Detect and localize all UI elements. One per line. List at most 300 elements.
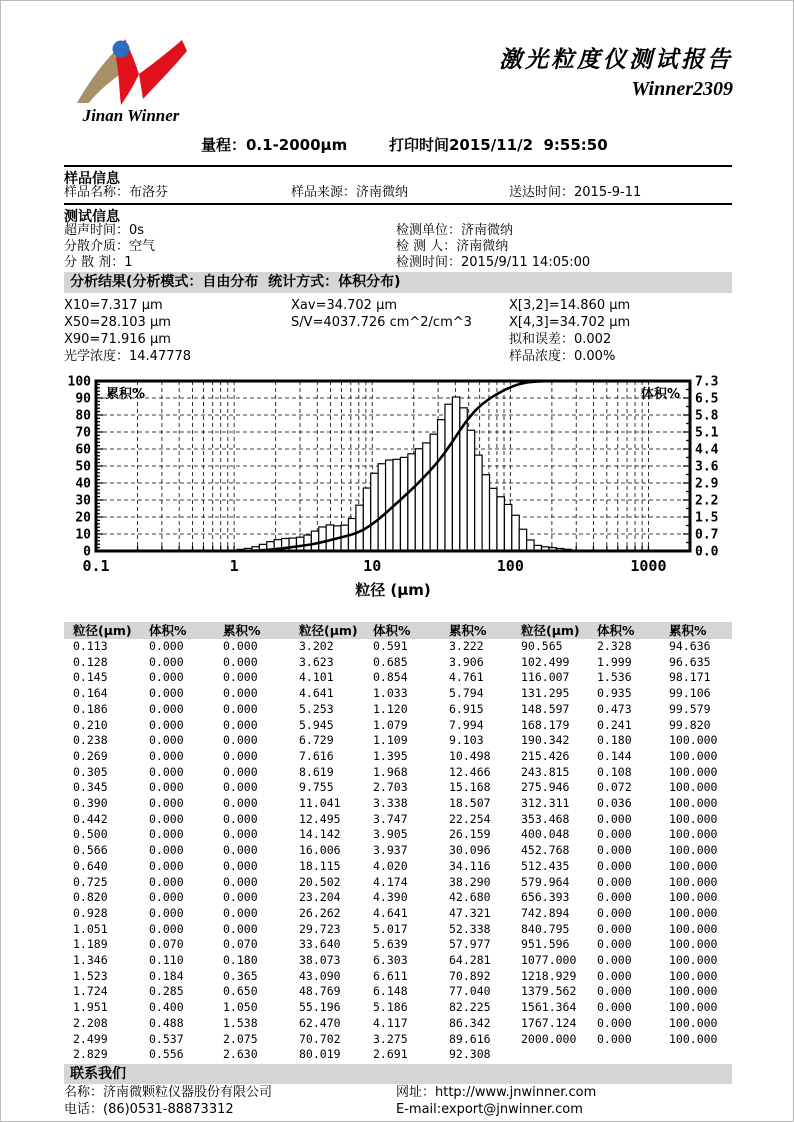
table-cell: 0.500 [73,827,108,842]
table-cell: 99.106 [669,686,711,701]
analysis-row [64,332,732,349]
table-row [64,906,732,922]
table-cell: 100.000 [669,1031,718,1046]
table-cell: 190.342 [521,733,570,748]
table-row [64,1047,732,1063]
table-cell: 0.000 [149,780,184,795]
left-axis-title: 累积% [106,387,146,402]
contact-banner: 联系我们 [64,1064,732,1084]
histogram-bar [371,473,378,551]
table-cell: 0.928 [73,905,108,920]
table-cell: 579.964 [521,874,570,889]
test-unit: 检测单位：济南微纳 [396,223,514,238]
table-cell: 3.623 [299,654,334,669]
column-header: 粒径(μm) [299,623,358,638]
table-cell: 100.000 [669,953,718,968]
table-cell: 0.110 [149,953,184,968]
table-cell: 4.390 [373,890,408,905]
table-cell: 3.202 [299,639,334,653]
table-cell: 0.000 [149,764,184,779]
table-cell: 96.635 [669,654,711,669]
right-axis-tick-label: 0.0 [695,544,719,560]
x-axis-title: 粒径 (μm) [355,581,431,599]
table-cell: 7.616 [299,748,334,763]
histogram-bar [296,537,303,551]
table-cell: 0.000 [223,858,258,873]
left-axis-tick-label: 20 [75,510,91,526]
table-cell: 1767.124 [521,1015,577,1030]
table-cell: 0.241 [597,717,632,732]
table-cell: 4.101 [299,670,334,685]
table-cell: 86.342 [449,1015,491,1030]
histogram-bar [423,443,430,551]
tester: 检 测 人：济南微纳 [396,239,509,254]
x-axis-tick-label: 1000 [630,557,667,575]
table-cell: 52.338 [449,921,491,936]
dispersion-medium: 分散介质：空气 [64,239,156,254]
table-cell: 100.000 [669,811,718,826]
table-row [64,639,732,655]
table-cell: 0.000 [223,890,258,905]
table-cell: 100.000 [669,890,718,905]
table-cell: 0.000 [223,874,258,889]
table-cell: 100.000 [669,764,718,779]
table-cell: 9.103 [449,733,484,748]
right-axis-tick-label: 4.4 [695,442,719,458]
table-cell: 34.116 [449,858,491,873]
table-cell: 89.616 [449,1031,491,1046]
table-cell: 452.768 [521,843,570,858]
table-cell: 100.000 [669,843,718,858]
table-cell: 275.946 [521,780,570,795]
histogram-bar [311,531,318,551]
table-cell: 0.000 [597,953,632,968]
phone: 电话：(86)0531-88873312 [64,1102,234,1117]
table-cell: 2.208 [73,1015,108,1030]
right-axis-tick-label: 1.5 [695,510,719,526]
right-axis-tick-label: 0.7 [695,527,719,543]
contact-row [64,1085,732,1102]
table-cell: 100.000 [669,937,718,952]
table-row [64,953,732,969]
table-cell: 2.630 [223,1047,258,1062]
table-cell: 30.096 [449,843,491,858]
table-cell: 0.000 [149,874,184,889]
table-cell: 0.184 [149,968,184,983]
table-cell: 0.725 [73,874,108,889]
table-row [64,812,732,828]
logo-text: Jinan Winner [82,106,180,125]
table-cell: 5.945 [299,717,334,732]
table-cell: 2.829 [73,1047,108,1062]
table-cell: 100.000 [669,733,718,748]
table-cell: 0.000 [223,733,258,748]
table-cell: 0.000 [223,639,258,653]
right-axis-title: 体积% [640,387,680,402]
table-cell: 0.000 [597,874,632,889]
table-cell: 0.345 [73,780,108,795]
table-cell: 2.691 [373,1047,408,1062]
table-cell: 100.000 [669,827,718,842]
table-cell: 4.761 [449,670,484,685]
histogram-bar [363,488,370,551]
logo-red-swoosh [139,40,187,99]
histogram-bar [490,488,497,551]
column-header: 粒径(μm) [73,623,132,638]
print-time-label: 打印时间2015/11/2 9:55:50 [389,136,608,154]
table-cell: 0.000 [149,811,184,826]
table-cell: 0.000 [149,748,184,763]
table-cell: 2.703 [373,780,408,795]
table-cell: 4.641 [299,686,334,701]
table-cell: 3.905 [373,827,408,842]
table-row [64,984,732,1000]
table-cell: 0.488 [149,1015,184,1030]
table-cell: 16.006 [299,843,341,858]
table-cell: 656.393 [521,890,570,905]
table-row [64,1032,732,1048]
table-cell: 0.000 [223,780,258,795]
table-cell: 70.892 [449,968,491,983]
histogram-bar [519,529,526,551]
table-row [64,827,732,843]
table-cell: 6.611 [373,968,408,983]
table-cell: 99.579 [669,701,711,716]
histogram-bar [482,475,489,551]
right-axis-tick-label: 2.2 [695,493,719,509]
table-cell: 100.000 [669,858,718,873]
table-cell: 353.468 [521,811,570,826]
x50-value: X50=28.103 μm [64,315,171,330]
table-cell: 0.000 [597,1000,632,1015]
table-cell: 3.937 [373,843,408,858]
table-cell: 29.723 [299,921,341,936]
table-row [64,702,732,718]
table-cell: 0.650 [223,984,258,999]
histogram-bar [408,454,415,551]
histogram-bar [475,455,482,551]
table-cell: 0.000 [149,701,184,716]
table-cell: 0.000 [597,858,632,873]
table-cell: 0.113 [73,639,108,653]
page-title: 激光粒度仪测试报告 [499,47,733,72]
table-cell: 243.815 [521,764,570,779]
x90-value: X90=71.916 μm [64,332,171,347]
table-cell: 0.000 [149,827,184,842]
left-axis-tick-label: 60 [75,442,91,458]
table-cell: 23.204 [299,890,341,905]
table-cell: 1.050 [223,1000,258,1015]
histogram-bar [400,457,407,551]
divider [64,165,732,167]
table-cell: 0.365 [223,968,258,983]
table-cell: 43.090 [299,968,341,983]
table-cell: 0.000 [149,717,184,732]
table-cell: 99.820 [669,717,711,732]
table-cell: 1.051 [73,921,108,936]
test-info-row [64,255,732,272]
table-cell: 0.000 [597,1031,632,1046]
table-row [64,796,732,812]
table-cell: 0.000 [149,905,184,920]
table-row [64,780,732,796]
table-cell: 0.854 [373,670,408,685]
table-cell: 6.915 [449,701,484,716]
table-cell: 0.036 [597,796,632,811]
table-cell: 100.000 [669,984,718,999]
table-cell: 6.148 [373,984,408,999]
table-row [64,733,732,749]
table-cell: 12.495 [299,811,341,826]
histogram-bar [445,404,452,551]
right-axis-tick-label: 5.8 [695,408,719,424]
table-cell: 0.000 [149,733,184,748]
sample-concentration: 样品浓度：0.00% [509,349,616,364]
table-cell: 70.702 [299,1031,341,1046]
table-cell: 0.000 [223,811,258,826]
x32-value: X[3,2]=14.860 μm [509,298,631,313]
table-cell: 742.894 [521,905,570,920]
histogram-bar [497,497,504,551]
x-axis-tick-label: 0.1 [82,557,110,575]
table-cell: 0.000 [149,639,184,653]
particle-size-chart [58,373,742,605]
table-cell: 116.007 [521,670,570,685]
table-cell: 0.180 [597,733,632,748]
table-cell: 100.000 [669,1000,718,1015]
histogram-bar [452,397,459,551]
table-cell: 0.072 [597,780,632,795]
right-axis-tick-label: 3.6 [695,459,719,475]
table-cell: 1.724 [73,984,108,999]
table-cell: 0.305 [73,764,108,779]
table-cell: 1218.929 [521,968,577,983]
table-cell: 2000.000 [521,1031,577,1046]
table-cell: 3.747 [373,811,408,826]
left-axis-tick-label: 0 [83,544,91,560]
table-cell: 82.225 [449,1000,491,1015]
column-header: 体积% [149,623,187,638]
table-cell: 0.000 [223,717,258,732]
table-cell: 8.619 [299,764,334,779]
sample-name: 样品名称：布洛芬 [64,185,169,200]
table-cell: 0.070 [149,937,184,952]
table-cell: 11.041 [299,796,341,811]
table-cell: 3.222 [449,639,484,653]
table-cell: 7.994 [449,717,484,732]
divider [64,203,732,205]
table-cell: 131.295 [521,686,570,701]
left-axis-tick-label: 50 [75,459,91,475]
table-cell: 38.073 [299,953,341,968]
table-cell: 2.075 [223,1031,258,1046]
analysis-banner: 分析结果(分析模式：自由分布 统计方式：体积分布) [64,272,732,293]
table-cell: 0.164 [73,686,108,701]
instrument-model: Winner2309 [631,78,733,100]
table-row [64,686,732,702]
column-header: 累积% [449,623,487,638]
table-cell: 1.109 [373,733,408,748]
table-cell: 168.179 [521,717,570,732]
table-cell: 0.000 [223,654,258,669]
table-cell: 0.000 [597,843,632,858]
table-cell: 0.000 [597,905,632,920]
table-cell: 55.196 [299,1000,341,1015]
website: 网址：http://www.jnwinner.com [396,1085,597,1100]
table-cell: 1.538 [223,1015,258,1030]
table-cell: 1.951 [73,1000,108,1015]
table-cell [669,1047,732,1063]
table-cell: 0.000 [149,858,184,873]
column-header: 粒径(μm) [521,623,580,638]
table-cell: 3.338 [373,796,408,811]
left-axis-tick-label: 40 [75,476,91,492]
company-logo-icon [69,37,193,107]
table-cell: 1.395 [373,748,408,763]
table-cell: 100.000 [669,748,718,763]
table-cell: 100.000 [669,905,718,920]
histogram-bar [467,430,474,551]
table-row [64,937,732,953]
table-cell: 0.000 [597,968,632,983]
table-cell: 0.556 [149,1047,184,1062]
table-cell: 6.303 [373,953,408,968]
table-cell: 1.346 [73,953,108,968]
table-cell: 0.000 [223,905,258,920]
histogram-bar [512,515,519,551]
table-cell: 0.000 [597,890,632,905]
test-info-row [64,223,732,240]
sv-value: S/V=4037.726 cm^2/cm^3 [291,315,472,330]
table-cell: 0.000 [597,827,632,842]
table-cell: 62.470 [299,1015,341,1030]
table-cell: 2.499 [73,1031,108,1046]
left-axis-tick-label: 80 [75,408,91,424]
column-header: 累积% [223,623,261,638]
range-label: 量程：0.1-2000μm [201,136,348,154]
table-cell [597,1047,669,1063]
table-cell: 0.000 [223,686,258,701]
x43-value: X[4,3]=34.702 μm [509,315,631,330]
logo-blue-dot [113,41,130,58]
xav-value: Xav=34.702 μm [291,298,398,313]
table-cell: 47.321 [449,905,491,920]
table-cell: 0.000 [597,921,632,936]
table-cell: 80.019 [299,1047,341,1062]
table-cell: 5.186 [373,1000,408,1015]
table-cell: 840.795 [521,921,570,936]
table-cell: 0.000 [223,827,258,842]
table-cell: 94.636 [669,639,711,653]
table-cell: 102.499 [521,654,570,669]
table-row [64,718,732,734]
table-cell: 0.238 [73,733,108,748]
analysis-row [64,349,732,366]
table-cell: 38.290 [449,874,491,889]
right-axis-tick-label: 5.1 [695,425,719,441]
fit-error: 拟和误差：0.002 [509,332,612,347]
table-row [64,1000,732,1016]
table-cell: 0.400 [149,1000,184,1015]
table-cell: 0.000 [149,654,184,669]
table-cell: 0.000 [223,921,258,936]
x-axis-tick-label: 10 [363,557,382,575]
table-body [64,639,732,1063]
table-cell: 48.769 [299,984,341,999]
table-cell: 0.210 [73,717,108,732]
histogram-bar [430,434,437,551]
table-cell: 1.189 [73,937,108,952]
table-row [64,969,732,985]
x-axis-tick-label: 100 [496,557,524,575]
table-cell: 26.262 [299,905,341,920]
histogram-bar [438,420,445,551]
table-cell: 215.426 [521,748,570,763]
test-time: 检测时间：2015/9/11 14:05:00 [396,255,591,270]
x-axis-tick-label: 1 [229,557,239,575]
table-cell: 77.040 [449,984,491,999]
x10-value: X10=7.317 μm [64,298,163,313]
table-cell: 1.536 [597,670,632,685]
section-title-test: 测试信息 [64,209,120,225]
table-row [64,749,732,765]
histogram-bar [386,460,393,551]
table-cell: 0.128 [73,654,108,669]
table-cell: 0.186 [73,701,108,716]
table-cell: 9.755 [299,780,334,795]
table-cell: 5.794 [449,686,484,701]
table-cell: 100.000 [669,780,718,795]
table-cell: 0.108 [597,764,632,779]
table-cell: 0.180 [223,953,258,968]
table-cell: 512.435 [521,858,570,873]
table-cell: 0.269 [73,748,108,763]
table-header [64,622,732,639]
table-cell: 0.000 [597,811,632,826]
table-cell: 26.159 [449,827,491,842]
table-row [64,765,732,781]
right-axis-tick-label: 2.9 [695,476,719,492]
empty-cell [291,349,509,366]
table-cell: 4.020 [373,858,408,873]
table-cell: 0.935 [597,686,632,701]
table-cell: 4.641 [373,905,408,920]
table-cell: 0.591 [373,639,408,653]
table-cell: 0.000 [149,890,184,905]
table-cell: 0.000 [223,843,258,858]
histogram-bar [504,504,511,551]
table-cell: 1.999 [597,654,632,669]
table-cell: 0.145 [73,670,108,685]
section-title-sample: 样品信息 [64,171,120,187]
table-cell: 400.048 [521,827,570,842]
table-cell: 100.000 [669,968,718,983]
table-cell: 0.000 [223,764,258,779]
right-axis-tick-label: 6.5 [695,391,719,407]
sample-fields-row [64,185,732,202]
table-cell: 10.498 [449,748,491,763]
table-cell: 0.000 [223,796,258,811]
table-cell: 14.142 [299,827,341,842]
analysis-row [64,298,732,315]
table-cell: 1.120 [373,701,408,716]
table-cell: 1.079 [373,717,408,732]
histogram-bar [356,505,363,551]
table-cell: 1.968 [373,764,408,779]
table-cell: 0.000 [597,937,632,952]
table-cell: 1561.364 [521,1000,577,1015]
table-cell: 0.000 [597,1015,632,1030]
